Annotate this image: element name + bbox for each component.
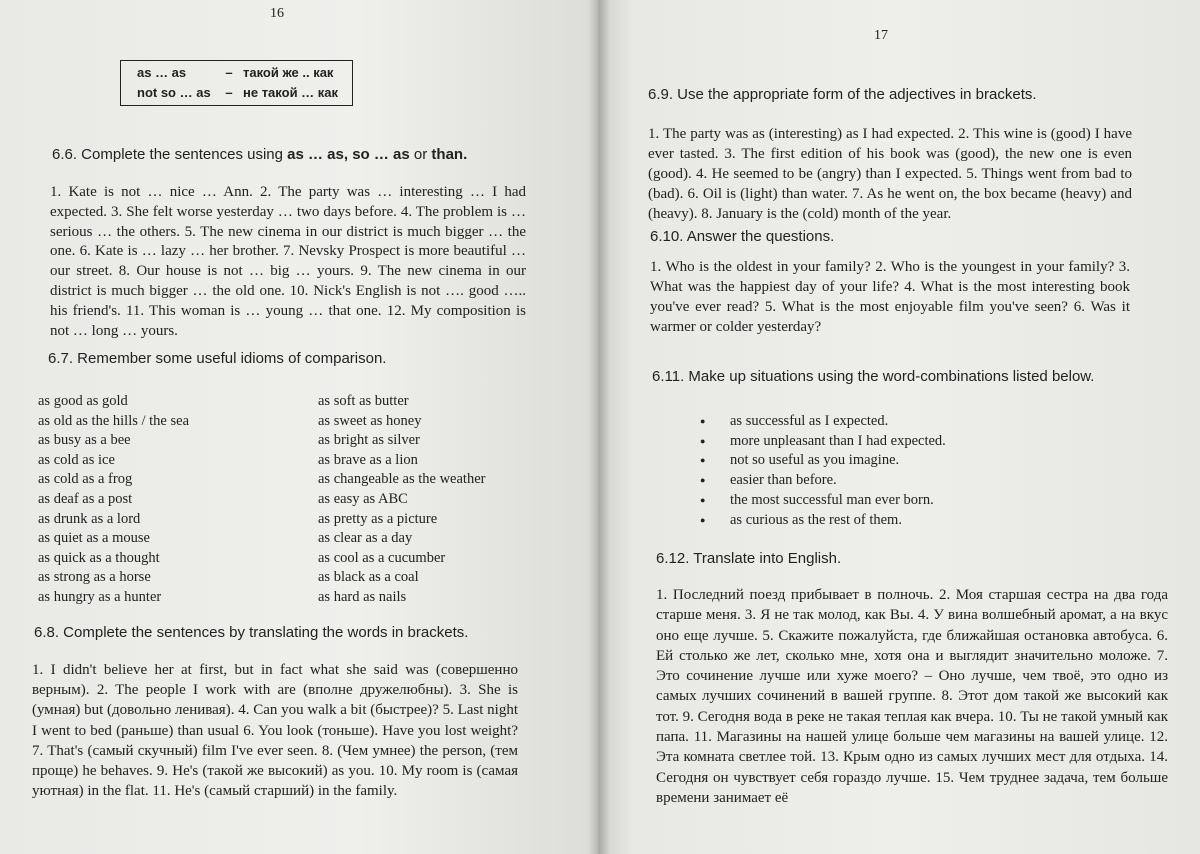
list-item bbox=[700, 511, 1100, 531]
idiom-left: as busy as a bee bbox=[38, 432, 131, 449]
idiom-row bbox=[38, 431, 558, 451]
idiom-row bbox=[38, 588, 558, 608]
list-item bbox=[700, 412, 1100, 432]
list-item-text: as curious as the rest of them. bbox=[730, 511, 902, 528]
idiom-row bbox=[38, 392, 558, 412]
list-item-text: as successful as I expected. bbox=[730, 413, 889, 429]
box-row bbox=[137, 83, 338, 103]
exercise-6-6-text: 1. Kate is not … nice … Ann. 2. The party was … interesting … I had expected. 3. She felt worse yesterday … two days before. 4. The problem is … serious … the others. 5. The new cinema in our district is much bigger … the one. 6. Kate is … lazy … her brother. 7. Nevsky Prospect is more beautiful … our street. 8. Our house is not … big … yours. 9. The new cinema in our district is much bigger … the old one. 10. Nick's English is not …. good ….. his friend's. 11. This woman is … young … that one. 12. My composition is not … long … yours. bbox=[50, 184, 526, 339]
idiom-right: as clear as a day bbox=[318, 530, 413, 547]
idioms-list bbox=[38, 392, 558, 608]
idiom-right: as sweet as honey bbox=[318, 412, 422, 429]
heading-bold: than. bbox=[431, 146, 468, 163]
exercise-6-9-heading: 6.9. Use the appropriate form of the adjectives in brackets. bbox=[648, 86, 1037, 103]
exercise-6-8-text: 1. I didn't believe her at first, but in fact what she said was (совершенно верным). 2. The people I work with are (вполне дружелюбны). 3. She is (умная) but (довольно ленивая). 4. Can you walk a bit (быстрее)? 5. Last night I went to bed (раньше) than usual 6. You look (тоньше). Have you lost weight? 7. That's (самый скучный) film I've ever seen. 8. (Чем умнее) the person, (тем проще) he behaves. 9. He's (такой же высокий) as you. 10. My room is (самая уютная) in the flat. 11. He's (самый старший) in the family. bbox=[32, 662, 518, 800]
bullet-icon: ● bbox=[700, 416, 706, 426]
page-number-right: 17 bbox=[874, 28, 888, 43]
idiom-right: as brave as a lion bbox=[318, 451, 418, 468]
heading-text: 6.6. Complete the sentences using bbox=[52, 146, 288, 163]
comparison-box bbox=[120, 60, 353, 106]
idiom-right: as hard as nails bbox=[318, 588, 407, 605]
exercise-6-10-heading: 6.10. Answer the questions. bbox=[650, 228, 835, 245]
bullet-icon: ● bbox=[700, 475, 706, 486]
idiom-row bbox=[38, 412, 558, 432]
box-row bbox=[137, 63, 338, 83]
exercise-6-12-text: 1. Последний поезд прибывает в полночь. 2. Моя старшая сестра на два года старше меня. 3. Я не так молод, как Вы. 4. У вина волшебный аромат, а на вкус оно еще лучше. 5. Скажите пожалуйста, где ближайшая остановка автобуса. 6. Ей столько же лет, сколько мне, хотя она и выглядит значительно моложе. 7. Это сочинение лучше или хуже моего? – Оно лучше, чем твоё, это одно из самых лучших сочинений в вашей группе. 8. Этот дом такой же высокий как тот. 9. Сегодня вода в реке не такая теплая как вчера. 10. Ты не такой умный как папа. 11. Магазины на нашей улице больше чем магазины на вашей улице. 12. Эта комната светлее той. 13. Крым одно из самых лучших мест для отдыха. 14. Сегодня он чувствует себя гораздо лучше. 15. Чем труднее задача, тем больше времени занимает её bbox=[656, 587, 1168, 806]
heading-bold: as … as, so … as bbox=[287, 146, 410, 163]
idiom-right: as cool as a cucumber bbox=[318, 549, 446, 566]
box-dash: – bbox=[225, 65, 233, 80]
idiom-left: as quick as a thought bbox=[38, 549, 160, 566]
idiom-row bbox=[38, 490, 558, 510]
idiom-left: as old as the hills / the sea bbox=[38, 412, 190, 429]
idiom-left: as drunk as a lord bbox=[38, 510, 141, 527]
left-page bbox=[0, 0, 598, 854]
exercise-6-8-heading: 6.8. Complete the sentences by translating the words in brackets. bbox=[34, 624, 469, 641]
book-spine bbox=[588, 0, 610, 854]
box-meaning: такой же .. как bbox=[243, 65, 334, 80]
idiom-row bbox=[38, 451, 558, 471]
idiom-right: as soft as butter bbox=[318, 393, 409, 409]
box-term: not so … as bbox=[137, 85, 211, 100]
idiom-left: as cold as a frog bbox=[38, 471, 133, 488]
idiom-left: as hungry as a hunter bbox=[38, 588, 162, 605]
idiom-left: as quiet as a mouse bbox=[38, 530, 150, 547]
bullet-icon: ● bbox=[700, 514, 706, 525]
page-number-left: 16 bbox=[270, 6, 284, 21]
idiom-row bbox=[38, 529, 558, 549]
idiom-left: as cold as ice bbox=[38, 451, 115, 468]
exercise-6-7-heading: 6.7. Remember some useful idioms of comparison. bbox=[48, 350, 387, 367]
list-item bbox=[700, 432, 1100, 452]
heading-text: or bbox=[409, 146, 432, 163]
idiom-left: as good as gold bbox=[38, 393, 128, 409]
list-item-text: easier than before. bbox=[730, 472, 837, 489]
list-item-text: more unpleasant than I had expected. bbox=[730, 432, 946, 449]
box-meaning: не такой … как bbox=[243, 85, 339, 100]
word-combinations-list bbox=[700, 412, 1100, 530]
exercise-6-12-heading: 6.12. Translate into English. bbox=[656, 550, 842, 567]
list-item bbox=[700, 471, 1100, 491]
list-item-text: not so useful as you imagine. bbox=[730, 452, 900, 469]
exercise-6-6-heading bbox=[52, 146, 467, 164]
idiom-right: as bright as silver bbox=[318, 432, 420, 449]
bullet-icon: ● bbox=[700, 455, 706, 466]
exercise-6-9-text: 1. The party was as (interesting) as I had expected. 2. This wine is (good) I have ever tasted. 3. The first edition of his book was (good), the new one is even (good). 4. He seemed to be (angry) than I expected. 5. Things went from bad to (bad). 6. Oil is (light) than water. 7. As he went on, the box became (heavy) and (heavy). 8. January is the (cold) month of the year. bbox=[648, 126, 1132, 222]
idiom-left: as deaf as a post bbox=[38, 490, 133, 507]
box-dash: – bbox=[225, 85, 233, 100]
idiom-right: as pretty as a picture bbox=[318, 510, 438, 527]
list-item bbox=[700, 451, 1100, 471]
idiom-row bbox=[38, 510, 558, 530]
idiom-row bbox=[38, 568, 558, 588]
bullet-icon: ● bbox=[700, 435, 706, 446]
idiom-right: as easy as ABC bbox=[318, 490, 408, 507]
list-item-text: the most successful man ever born. bbox=[730, 491, 934, 508]
idiom-right: as changeable as the weather bbox=[318, 471, 486, 488]
exercise-6-10-text: 1. Who is the oldest in your family? 2. Who is the youngest in your family? 3. What was the happiest day of your life? 4. What is the most interesting book you've ever read? 5. What is the most enjoyable film you've seen? 6. Was it warmer or colder yesterday? bbox=[650, 259, 1130, 335]
idiom-row bbox=[38, 470, 558, 490]
idiom-right: as black as a coal bbox=[318, 569, 419, 586]
idiom-row bbox=[38, 549, 558, 569]
box-term: as … as bbox=[137, 65, 187, 80]
idiom-left: as strong as a horse bbox=[38, 569, 151, 586]
list-item bbox=[700, 491, 1100, 511]
exercise-6-11-heading: 6.11. Make up situations using the word-combinations listed below. bbox=[652, 368, 1095, 385]
bullet-icon: ● bbox=[700, 494, 706, 505]
